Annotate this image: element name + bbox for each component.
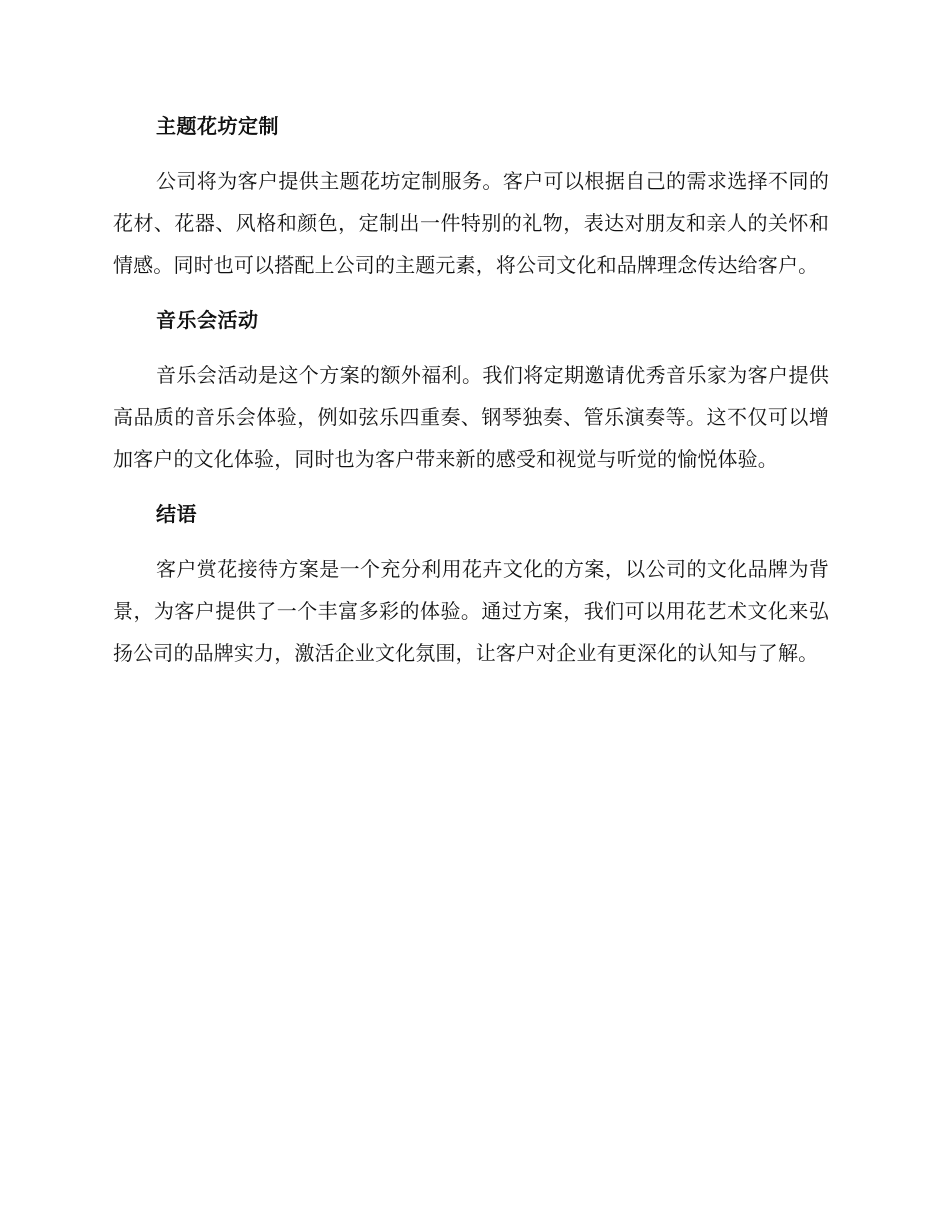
section-theme-flower-shop [113,106,829,286]
section-heading: 结语 [156,502,197,526]
document-page [113,106,829,688]
section-paragraph: 公司将为客户提供主题花坊定制服务。客户可以根据自己的需求选择不同的花材、花器、风格和颜色，定制出一件特别的礼物，表达对朋友和亲人的关怀和情感。同时也可以搭配上公司的主题元素，将公司文化和品牌理念传达给客户。 [113,169,829,277]
section-heading: 主题花坊定制 [156,114,279,138]
section-conclusion [113,494,829,674]
section-paragraph: 音乐会活动是这个方案的额外福利。我们将定期邀请优秀音乐家为客户提供高品质的音乐会体验，例如弦乐四重奏、钢琴独奏、管乐演奏等。这不仅可以增加客户的文化体验，同时也为客户带来新的感受和视觉与听觉的愉悦体验。 [113,363,829,471]
section-paragraph: 客户赏花接待方案是一个充分利用花卉文化的方案，以公司的文化品牌为背景，为客户提供了一个丰富多彩的体验。通过方案，我们可以用花艺术文化来弘扬公司的品牌实力，激活企业文化氛围，让客户对企业有更深化的认知与了解。 [113,557,829,665]
section-heading: 音乐会活动 [156,308,259,332]
section-concert [113,300,829,480]
